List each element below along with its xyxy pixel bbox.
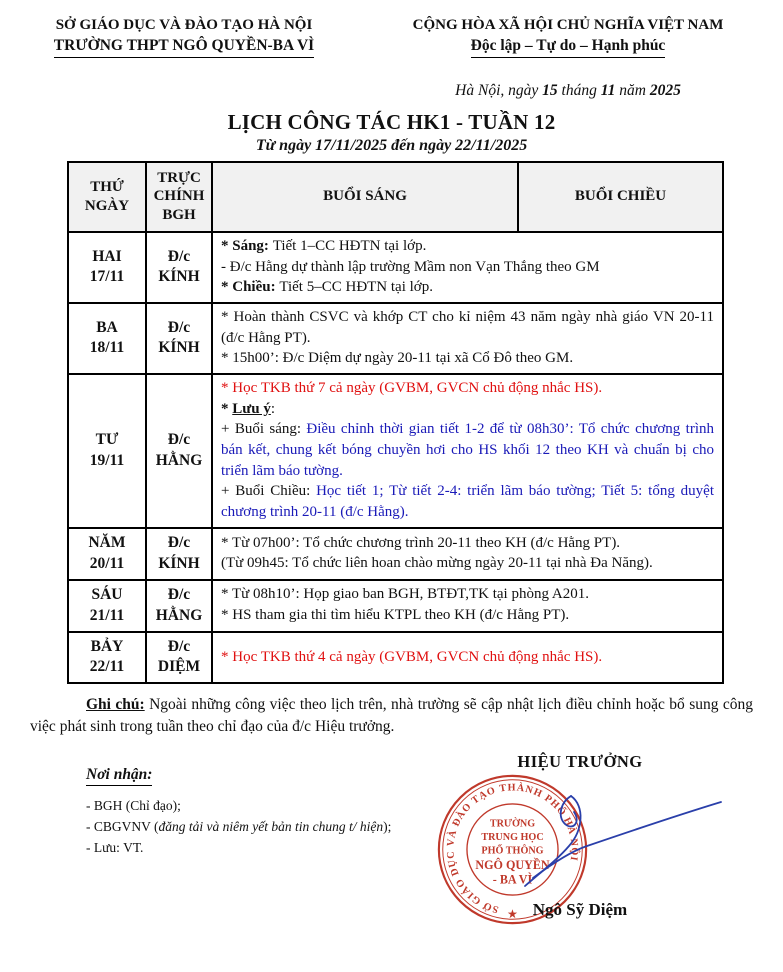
col-header-afternoon: BUỔI CHIỀU xyxy=(518,162,723,232)
note-label: Ghi chú: xyxy=(86,696,145,714)
tasks-cell xyxy=(212,528,723,580)
school-name: TRƯỜNG THPT NGÔ QUYỀN-BA VÌ xyxy=(0,36,368,58)
recipient-item: - BGH (Chỉ đạo); xyxy=(86,797,181,813)
stamp-line-2: TRUNG HỌC xyxy=(481,831,544,843)
col-header-day: THỨ NGÀY xyxy=(68,162,146,232)
task-line: * HS tham gia thi tìm hiểu KTPL theo KH (đ/c Hằng PT). xyxy=(221,607,570,624)
duty-cell: Đ/c HẰNG xyxy=(146,374,212,528)
note-text: Ngoài những công việc theo lịch trên, nhà trường sẽ cập nhật lịch điều chỉnh hoặc bổ sung công việc phát sinh trong tuần theo chỉ đạo của đ/c Hiệu trưởng. xyxy=(30,696,754,736)
duty-cell: Đ/c HẰNG xyxy=(146,580,212,632)
task-line: (Từ 09h45: Tổ chức liên hoan chào mừng ngày 20-11 tại nhà Đa Năng). xyxy=(221,555,653,572)
schedule-row xyxy=(68,580,723,632)
issuing-agency-block xyxy=(0,16,368,100)
stamp-ring-text: SỞ GIÁO DỤC VÀ ĐÀO TẠO THÀNH PHỐ HÀ NỘI xyxy=(445,782,580,915)
col-header-morning: BUỔI SÁNG xyxy=(212,162,518,232)
day-cell: TƯ 19/11 xyxy=(68,374,146,528)
national-motto-block xyxy=(368,16,768,100)
day-cell: BA 18/11 xyxy=(68,303,146,374)
day-cell: HAI 17/11 xyxy=(68,232,146,303)
signature-block xyxy=(430,751,730,921)
schedule-table xyxy=(67,161,724,685)
tasks-cell xyxy=(212,232,723,303)
task-line: + Buổi sáng: Điều chỉnh thời gian tiết 1-2 để từ 08h30’: Tổ chức chương trình bán kết, chung kết bóng chuyền hơi cho HS khối 12 theo KH và chuẩn bị cho triển lãm báo tường. xyxy=(221,421,714,479)
col-header-duty-bgh: TRỰC CHÍNH BGH xyxy=(146,162,212,232)
agency-parent-name: SỞ GIÁO DỤC VÀ ĐÀO TẠO HÀ NỘI xyxy=(55,17,313,33)
duty-cell: Đ/c KÍNH xyxy=(146,303,212,374)
document-header xyxy=(0,0,783,100)
stamp-star: ★ xyxy=(507,909,518,921)
stamp-line-4: NGÔ QUYỀN xyxy=(475,857,550,872)
national-motto: Độc lập – Tự do – Hạnh phúc xyxy=(368,36,768,58)
document-title: LỊCH CÔNG TÁC HK1 - TUẦN 12 xyxy=(227,109,556,134)
day-cell: BẢY 22/11 xyxy=(68,632,146,684)
schedule-row xyxy=(68,232,723,303)
tasks-cell xyxy=(212,580,723,632)
schedule-row xyxy=(68,528,723,580)
note-paragraph xyxy=(30,694,753,737)
signer-name: Ngô Sỹ Diệm xyxy=(532,899,628,919)
tasks-cell xyxy=(212,374,723,528)
duty-cell: Đ/c KÍNH xyxy=(146,232,212,303)
document-subtitle: Từ ngày 17/11/2025 đến ngày 22/11/2025 xyxy=(255,136,528,154)
task-line: * 15h00’: Đ/c Diệm dự ngày 20-11 tại xã Cổ Đô theo GM. xyxy=(221,350,574,367)
tasks-cell xyxy=(212,632,723,684)
task-line: * Học TKB thứ 7 cả ngày (GVBM, GVCN chủ động nhắc HS). xyxy=(221,380,603,397)
bottom-section xyxy=(0,752,783,972)
task-line: + Buổi Chiều: Học tiết 1; Từ tiết 2-4: triển lãm báo tường; Tiết 5: tổng duyệt chương trình 20-11 (đ/c Hằng). xyxy=(221,483,714,521)
task-line: * Học TKB thứ 4 cả ngày (GVBM, GVCN chủ động nhắc HS). xyxy=(221,648,603,665)
task-line: * Từ 08h10’: Họp giao ban BGH, BTĐT,TK tại phòng A201. xyxy=(221,586,589,603)
day-cell: NĂM 20/11 xyxy=(68,528,146,580)
recipients-block xyxy=(86,766,391,859)
stamp-line-1: TRƯỜNG xyxy=(489,817,536,829)
table-header-row xyxy=(68,162,723,232)
recipients-label: Nơi nhận: xyxy=(86,766,152,786)
stamp-line-3: PHỔ THÔNG xyxy=(481,845,544,857)
schedule-row xyxy=(68,632,723,684)
task-line: * Từ 07h00’: Tổ chức chương trình 20-11 theo KH (đ/c Hằng PT). xyxy=(221,534,621,551)
duty-cell: Đ/c DIỆM xyxy=(146,632,212,684)
schedule-row xyxy=(68,374,723,528)
duty-cell: Đ/c KÍNH xyxy=(146,528,212,580)
day-cell: SÁU 21/11 xyxy=(68,580,146,632)
recipient-item: - Lưu: VT. xyxy=(86,839,144,855)
issue-date: Hà Nội, ngày 15 tháng 11 năm 2025 xyxy=(455,81,681,99)
recipients-list xyxy=(86,796,391,859)
schedule-row xyxy=(68,303,723,374)
task-line: - Đ/c Hằng dự thành lập trường Mầm non Vạn Thắng theo GM xyxy=(221,258,600,275)
national-title: CỘNG HÒA XÃ HỘI CHỦ NGHĨA VIỆT NAM xyxy=(412,17,724,33)
task-line: * Hoàn thành CSVC và khớp CT cho kỉ niệm 43 năm ngày nhà giáo VN 20-11 (đ/c Hằng PT). xyxy=(221,308,714,346)
task-line: * Sáng: Tiết 1–CC HĐTN tại lớp. xyxy=(221,237,427,254)
recipient-item: - CBGVNV (đăng tải và niêm yết bản tin chung t/ hiện); xyxy=(86,818,392,834)
signer-title: HIỆU TRƯỞNG xyxy=(517,751,643,771)
stamp-line-5: - BA VÌ xyxy=(492,872,533,887)
task-line: * Chiều: Tiết 5–CC HĐTN tại lớp. xyxy=(221,279,433,296)
task-line: * Lưu ý: xyxy=(221,400,276,417)
tasks-cell xyxy=(212,303,723,374)
